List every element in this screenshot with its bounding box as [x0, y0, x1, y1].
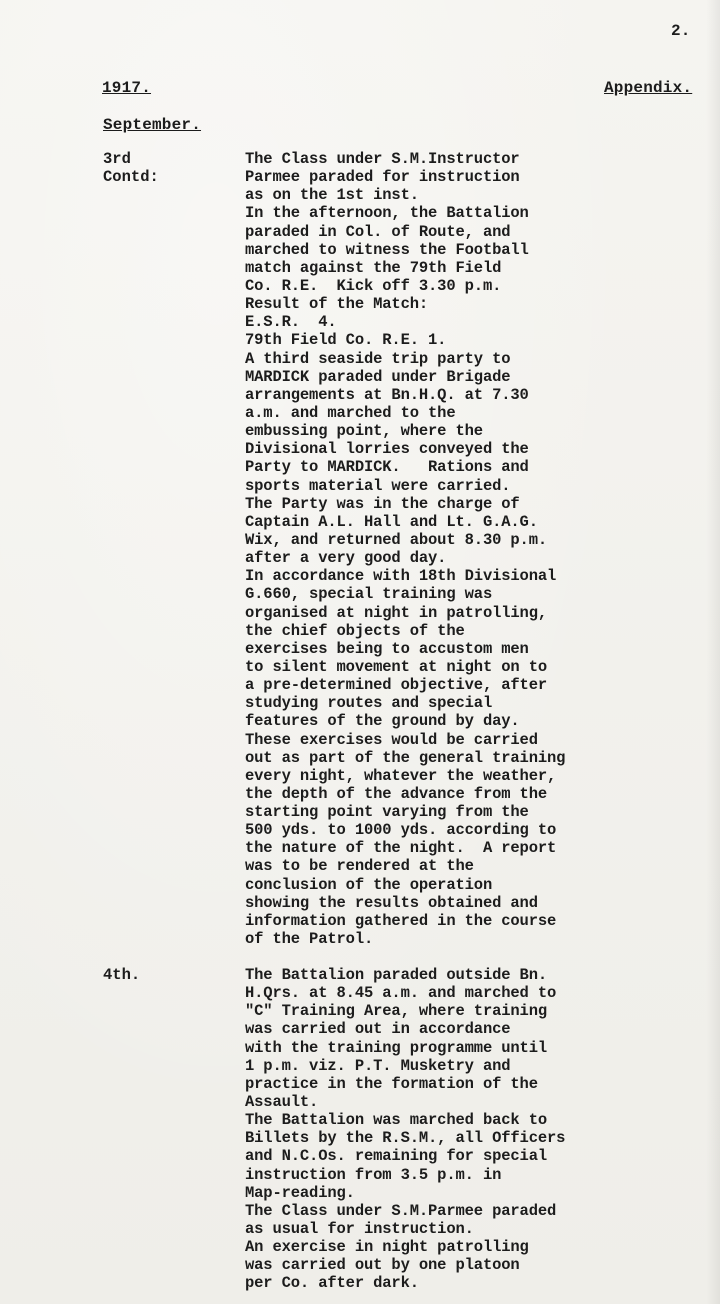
text-line: marched to witness the Football — [245, 240, 529, 259]
text-line: In the afternoon, the Battalion — [245, 204, 529, 223]
text-line: and N.C.Os. remaining for special — [245, 1147, 548, 1166]
text-line: with the training programme until — [245, 1038, 548, 1057]
text-line: was to be rendered at the — [245, 857, 474, 876]
entry-body-4th — [245, 966, 565, 1293]
text-line: Captain A.L. Hall and Lt. G.A.G. — [245, 512, 538, 531]
text-line: per Co. after dark. — [245, 1274, 419, 1293]
text-line: Parmee paraded for instruction — [245, 168, 520, 187]
text-line: These exercises would be carried — [245, 730, 538, 749]
text-line: The Party was in the charge of — [245, 494, 520, 513]
text-line: An exercise in night patrolling — [245, 1238, 529, 1257]
text-line: as on the 1st inst. — [245, 186, 419, 205]
text-line: Result of the Match: — [245, 295, 429, 314]
text-line: the nature of the night. A report — [245, 839, 557, 858]
text-line: 79th Field Co. R.E. 1. — [245, 331, 447, 350]
text-line: instruction from 3.5 p.m. in — [245, 1165, 502, 1184]
entry-date-3rd — [103, 150, 159, 186]
text-line: Wix, and returned about 8.30 p.m. — [245, 530, 548, 549]
text-line: to silent movement at night on to — [245, 657, 548, 676]
text-line: Assault. — [245, 1092, 319, 1111]
text-line: "C" Training Area, where training — [245, 1002, 548, 1021]
text-line: practice in the formation of the — [245, 1074, 538, 1093]
text-line: The Battalion paraded outside Bn. — [245, 966, 548, 984]
text-line: MARDICK paraded under Brigade — [245, 367, 511, 386]
text-line: as usual for instruction. — [245, 1219, 474, 1238]
entry-date-4th: 4th. — [103, 966, 141, 984]
text-line: of the Patrol. — [245, 930, 374, 949]
text-line: organised at night in patrolling, — [245, 603, 548, 622]
text-line: The Class under S.M.Parmee paraded — [245, 1201, 557, 1220]
text-line: G.660, special training was — [245, 585, 493, 604]
text-line: Divisional lorries conveyed the — [245, 440, 529, 459]
text-line: match against the 79th Field — [245, 258, 502, 277]
month-heading: September. — [103, 116, 202, 134]
text-line: In accordance with 18th Divisional — [245, 567, 557, 586]
text-line: sports material were carried. — [245, 476, 511, 495]
entry-date-line: Contd: — [103, 168, 159, 187]
page-number: 2. — [671, 22, 691, 40]
text-line: showing the results obtained and — [245, 893, 538, 912]
text-line: Billets by the R.S.M., all Officers — [245, 1129, 566, 1148]
text-line: was carried out by one platoon — [245, 1256, 520, 1275]
text-line: E.S.R. 4. — [245, 313, 337, 332]
text-line: embussing point, where the — [245, 422, 483, 441]
text-line: paraded in Col. of Route, and — [245, 222, 511, 241]
text-line: A third seaside trip party to — [245, 349, 511, 368]
appendix-heading: Appendix. — [604, 79, 693, 97]
text-line: exercises being to accustom men — [245, 639, 529, 658]
text-line: Party to MARDICK. Rations and — [245, 458, 529, 477]
entry-date-line: 3rd — [103, 150, 131, 168]
text-line: starting point varying from the — [245, 803, 529, 822]
text-line: Co. R.E. Kick off 3.30 p.m. — [245, 276, 502, 295]
text-line: features of the ground by day. — [245, 712, 520, 731]
text-line: 1 p.m. viz. P.T. Musketry and — [245, 1056, 511, 1075]
text-line: H.Qrs. at 8.45 a.m. and marched to — [245, 984, 557, 1003]
text-line: The Class under S.M.Instructor — [245, 150, 520, 168]
text-line: every night, whatever the weather, — [245, 766, 557, 785]
text-line: studying routes and special — [245, 694, 493, 713]
text-line: a.m. and marched to the — [245, 403, 456, 422]
text-line: Map-reading. — [245, 1183, 355, 1202]
text-line: arrangements at Bn.H.Q. at 7.30 — [245, 385, 529, 404]
entry-body-3rd — [245, 150, 565, 948]
text-line: a pre-determined objective, after — [245, 676, 548, 695]
text-line: 500 yds. to 1000 yds. according to — [245, 821, 557, 840]
text-line: after a very good day. — [245, 549, 447, 568]
text-line: information gathered in the course — [245, 911, 557, 930]
year-heading: 1917. — [102, 79, 152, 97]
text-line: the depth of the advance from the — [245, 784, 548, 803]
text-line: conclusion of the operation — [245, 875, 493, 894]
text-line: out as part of the general training — [245, 748, 566, 767]
text-line: The Battalion was marched back to — [245, 1111, 548, 1130]
text-line: the chief objects of the — [245, 621, 465, 640]
text-line: was carried out in accordance — [245, 1020, 511, 1039]
page-edge-shadow — [706, 0, 720, 1304]
